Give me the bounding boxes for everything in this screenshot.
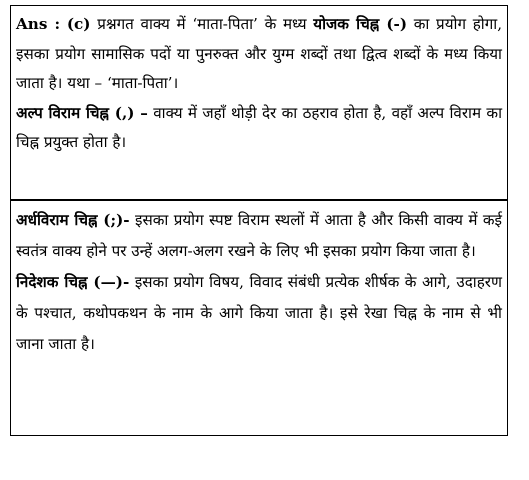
nideshak-paragraph [11, 267, 507, 360]
nideshak-text: इसका प्रयोग विषय, विवाद संबंधी प्रत्येक शीर्षक के आगे, उदाहरण के पश्चात, कथोपकथन के नाम के आगे किया जाता है। इसे रेखा चिह्न के नाम से भी जाना जाता है। [16, 273, 502, 353]
answer-paragraph [11, 6, 507, 99]
alpviram-text: वाक्य में जहाँ थोड़ी देर का ठहराव होता है, वहाँ अल्प विराम का चिह्न प्रयुक्त होता है। [16, 103, 503, 151]
answer-box [10, 5, 508, 200]
explanation-box [10, 200, 508, 436]
ardhviram-text: इसका प्रयोग स्पष्ट विराम स्थलों में आता है और किसी वाक्य में कई स्वतंत्र वाक्य होने पर उन्हें अलग-अलग रखने के लिए भी इसका प्रयोग किया जाता है। [16, 211, 502, 260]
ardhviram-term: अर्धविराम चिह्न (;)- [16, 211, 130, 229]
ardhviram-paragraph [11, 201, 507, 267]
answer-text-start: प्रश्नगत वाक्य में ‘माता-पिता’ के मध्य [97, 15, 307, 33]
nideshak-term: निदेशक चिह्न (—)- [16, 273, 130, 291]
answer-label: Ans : [16, 15, 61, 33]
yojak-chihn-term: योजक चिह्न (-) [313, 15, 408, 33]
alpviram-term: अल्प विराम चिह्न (,) – [16, 103, 148, 122]
answer-option: (c) [66, 15, 91, 33]
alpviram-paragraph [11, 99, 507, 158]
answer-text-end: का प्रयोग होगा, इसका प्रयोग सामासिक पदों या पुनरुक्त और युग्म शब्दों तथा द्वित्व शब्दों के मध्य किया जाता है। यथा – ‘माता-पिता’। [16, 15, 503, 92]
